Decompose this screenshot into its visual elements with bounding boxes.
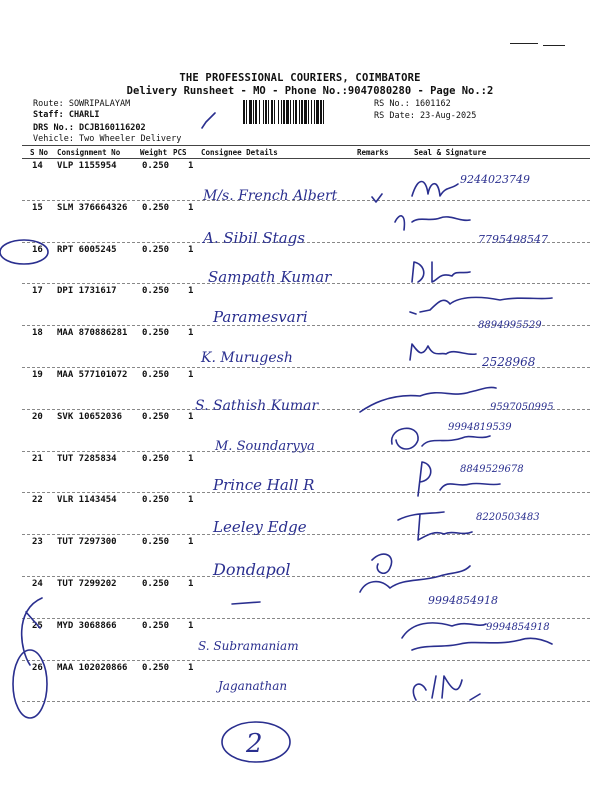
col-consignment: Consignment No [57,148,121,157]
row-divider [22,451,590,452]
sig-phone-25: 9994854918 [486,622,550,633]
hw-consignee-25: S. Subramaniam [198,639,299,653]
rs-no-label: RS No.: 1601162 [374,99,451,109]
row-divider [22,660,590,661]
header-bottom-rule [22,158,590,159]
header-top-rule [22,145,590,146]
row-divider [22,492,590,493]
sig-phone-14: 9244023749 [460,173,530,186]
company-title: THE PROFESSIONAL COURIERS, COIMBATORE [179,72,421,84]
page-marker-number: 2 [246,729,263,759]
hw-consignee-19: S. Sathish Kumar [195,398,319,414]
hw-consignee-17: Paramesvari [213,308,308,326]
row-pcs: 1 [188,579,194,589]
sig-scribble-16 [412,262,470,282]
row-divider [22,367,590,368]
staff-label: Staff: CHARLI [33,110,100,120]
row-pcs: 1 [188,495,194,506]
sig-phone-19: 9597050995 [490,402,554,413]
runsheet-subtitle: Delivery Runsheet - MO - Phone No.:9047080280 - Page No.:2 [126,85,494,97]
tick-mark [202,113,215,128]
row-consignment: MAA 102020866 [57,662,128,673]
row-pcs: 1 [188,328,194,339]
row-weight: 0.250 [142,161,170,171]
row-pcs: 1 [188,202,194,213]
corner-mark-2 [543,45,565,46]
sig-scribble-25 [402,623,552,650]
sig-scribble-17 [410,297,552,314]
hw-consignee-15: A. Sibil Stags [203,229,305,247]
sig-phone-18: 2528968 [482,355,536,369]
row-sno: 23 [32,537,43,548]
row-consignment: RPT 6005245 [57,244,117,255]
hw-consignee-14: M/s. French Albert [203,188,338,204]
row-pcs: 1 [188,370,194,380]
rs-date-label: RS Date: 23-Aug-2025 [374,111,477,121]
page-marker-circle [222,722,290,762]
row-pcs: 1 [188,286,194,297]
row-sno: 14 [32,161,43,171]
row-divider [22,618,590,619]
row-consignment: VLP 1155954 [57,161,117,171]
row-consignment: MAA 577101072 [57,370,128,380]
hw-consignee-22: Leeley Edge [213,518,307,536]
row-sno: 20 [32,411,43,422]
row-sno: 25 [32,620,43,631]
row-pcs: 1 [188,453,194,464]
drs-label: DRS No.: DCJB160116202 [33,123,146,133]
vehicle-label: Vehicle: Two Wheeler Delivery [33,134,182,144]
row-weight: 0.250 [142,537,170,548]
row-pcs: 1 [188,161,194,171]
col-seal: Seal & Signature [414,148,487,157]
row-divider [22,283,590,284]
row-sno: 17 [32,286,43,297]
row-consignment: VLR 1143454 [57,495,117,506]
sig-phone-17: 8894995529 [478,320,542,331]
row-consignment: TUT 7297300 [57,537,117,548]
row-weight: 0.250 [142,453,170,464]
sig-phone-20: 9994819539 [448,422,512,433]
barcode-image [243,100,370,124]
strike-row-25 [22,598,42,665]
corner-mark [510,43,538,44]
row-consignment: DPI 1731617 [57,286,117,297]
row-consignment: TUT 7285834 [57,453,117,464]
row-weight: 0.250 [142,370,170,380]
row-consignment: TUT 7299202 [57,579,117,589]
row-consignment: SLM 376664326 [57,202,128,213]
row-consignment: MYD 3068866 [57,620,117,631]
col-weight: Weight [140,148,168,157]
sig-scribble-14 [412,182,458,197]
row-weight: 0.250 [142,202,170,213]
hw-dash-24 [232,602,260,604]
row-divider [22,701,590,702]
remark-tick-14 [372,194,382,202]
row-sno: 22 [32,495,43,506]
row-sno: 18 [32,328,43,339]
row-divider [22,576,590,577]
row-sno: 16 [32,244,43,255]
row-pcs: 1 [188,537,194,548]
row-weight: 0.250 [142,328,170,339]
hw-consignee-20: M. Soundaryya [215,439,315,454]
col-sno: S No [30,148,49,157]
sig-scribble-23 [360,554,470,592]
row-sno: 26 [32,662,43,673]
hw-consignee-21: Prince Hall R [213,476,315,494]
route-label: Route: SOWRIPALAYAM [33,99,131,109]
row-pcs: 1 [188,411,194,422]
row-weight: 0.250 [142,244,170,255]
row-weight: 0.250 [142,620,170,631]
row-consignment: MAA 870886281 [57,328,128,339]
sig-scribble-15 [395,216,470,230]
row-weight: 0.250 [142,662,170,673]
row-sno: 21 [32,453,43,464]
row-divider [22,325,590,326]
row-weight: 0.250 [142,286,170,297]
sig-scribble-21 [418,462,500,496]
hw-consignee-16: Sampath Kumar [208,268,332,286]
sig-scribble-20 [392,428,490,449]
row-divider [22,534,590,535]
row-divider [22,200,590,201]
row-weight: 0.250 [142,579,170,589]
row-pcs: 1 [188,662,194,673]
sig-phone-22: 8220503483 [476,512,540,523]
row-weight: 0.250 [142,495,170,506]
sig-scribble-22 [398,512,472,540]
row-weight: 0.250 [142,411,170,422]
sig-phone-24: 9994854918 [428,594,498,607]
row-sno: 19 [32,370,43,380]
sig-phone-21: 8849529678 [460,464,524,475]
row-sno: 15 [32,202,43,213]
row-pcs: 1 [188,620,194,631]
row-consignment: SVK 10652036 [57,411,123,422]
hw-consignee-18: K. Murugesh [201,350,293,366]
row-divider [22,409,590,410]
sig-scribble-18 [410,344,476,360]
row-sno: 24 [32,579,43,589]
sig-scribble-26 [413,676,480,700]
row-divider [22,242,590,243]
hw-consignee-23: Dondapol [213,560,291,579]
row-pcs: 1 [188,244,194,255]
col-remarks: Remarks [357,148,389,157]
sig-phone-15: 7795498547 [478,233,548,246]
col-pcs: PCS [173,148,187,157]
col-consignee: Consignee Details [201,148,278,157]
hw-consignee-26: Jaganathan [218,679,288,693]
